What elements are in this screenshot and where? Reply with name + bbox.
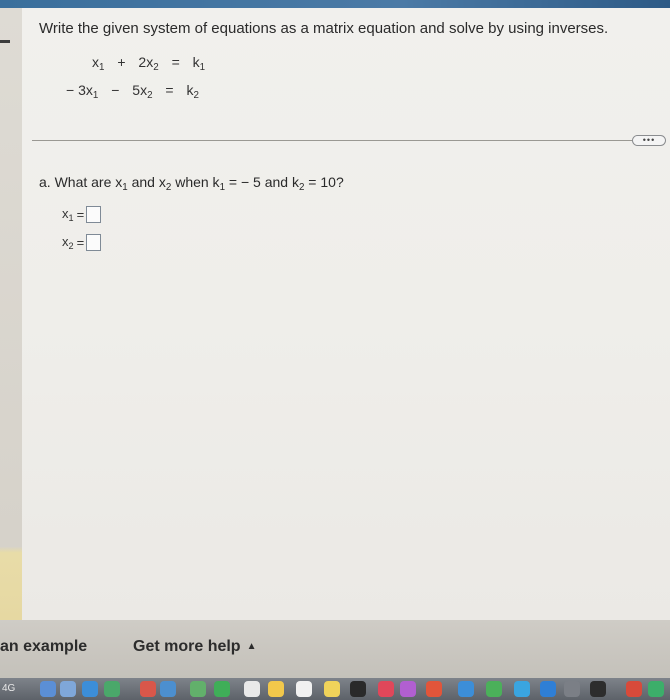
dock-app-icon[interactable] (40, 681, 56, 697)
section-divider (32, 140, 632, 141)
dock-app-icon[interactable] (540, 681, 556, 697)
eq2-term1: − $3x_1$ (66, 82, 99, 101)
dock-app-icon[interactable] (244, 681, 260, 697)
x2-label: $x_2$ (62, 234, 74, 251)
dock-app-icon[interactable] (426, 681, 442, 697)
browser-top-strip (0, 0, 670, 8)
expand-more-button[interactable]: ••• (632, 135, 666, 146)
x2-answer-input[interactable] (86, 234, 101, 251)
dock-app-icon[interactable] (296, 681, 312, 697)
question-title: Write the given system of equations as a matrix equation and solve by using inverses. (39, 20, 609, 37)
eq2-term2: $5x_2$ (132, 82, 153, 101)
dock-app-icon[interactable] (324, 681, 340, 697)
x1-answer-input[interactable] (86, 206, 101, 223)
dock-app-icon[interactable] (626, 681, 642, 697)
equation-2 (66, 82, 199, 101)
x1-label: $x_1$ (62, 206, 74, 223)
dock-app-icon[interactable] (214, 681, 230, 697)
eq1-term2: $2x_2$ (138, 54, 159, 73)
part-a-question: a. What are $x_1$ and $x_2$ when $k_1$ = − 5 and $k_2 = 10$? (39, 174, 344, 193)
x2-equals: = (76, 235, 85, 250)
dock-app-icon[interactable] (104, 681, 120, 697)
dock-app-icon[interactable] (590, 681, 606, 697)
dock-app-icon[interactable] (514, 681, 530, 697)
x1-equals: = (76, 207, 85, 222)
equation-1 (92, 54, 205, 73)
dock-app-icon[interactable] (486, 681, 502, 697)
eq1-equals: = (171, 54, 180, 70)
get-more-help-button[interactable]: Get more help ▲ (133, 638, 257, 655)
dock-app-icon[interactable] (60, 681, 76, 697)
question-panel (22, 8, 670, 620)
dock-app-icon[interactable] (400, 681, 416, 697)
answer-row-x2 (62, 234, 101, 251)
dock-app-icon[interactable] (268, 681, 284, 697)
eq1-op: + (117, 54, 126, 70)
dock-app-icon[interactable] (564, 681, 580, 697)
eq2-op: − (111, 82, 120, 98)
dock-app-icon[interactable] (350, 681, 366, 697)
dock-app-icon[interactable] (190, 681, 206, 697)
view-example-link[interactable]: an example (0, 638, 88, 655)
dock-app-icon[interactable] (160, 681, 176, 697)
left-dash-mark (0, 40, 10, 43)
dock-app-icon[interactable] (648, 681, 664, 697)
bottom-toolbar (0, 620, 670, 678)
taskbar-dock (0, 678, 670, 700)
left-margin (0, 8, 22, 620)
dock-app-icon[interactable] (458, 681, 474, 697)
network-indicator: 4G (2, 683, 16, 694)
answer-row-x1 (62, 206, 101, 223)
dock-app-icon[interactable] (82, 681, 98, 697)
eq1-rhs: $k_1$ (192, 54, 206, 73)
eq2-equals: = (165, 82, 174, 98)
dock-app-icon[interactable] (140, 681, 156, 697)
caret-up-icon: ▲ (246, 641, 257, 652)
eq2-rhs: $k_2$ (186, 82, 199, 101)
eq1-var1: $x_1$ (92, 54, 105, 73)
dock-app-icon[interactable] (378, 681, 394, 697)
